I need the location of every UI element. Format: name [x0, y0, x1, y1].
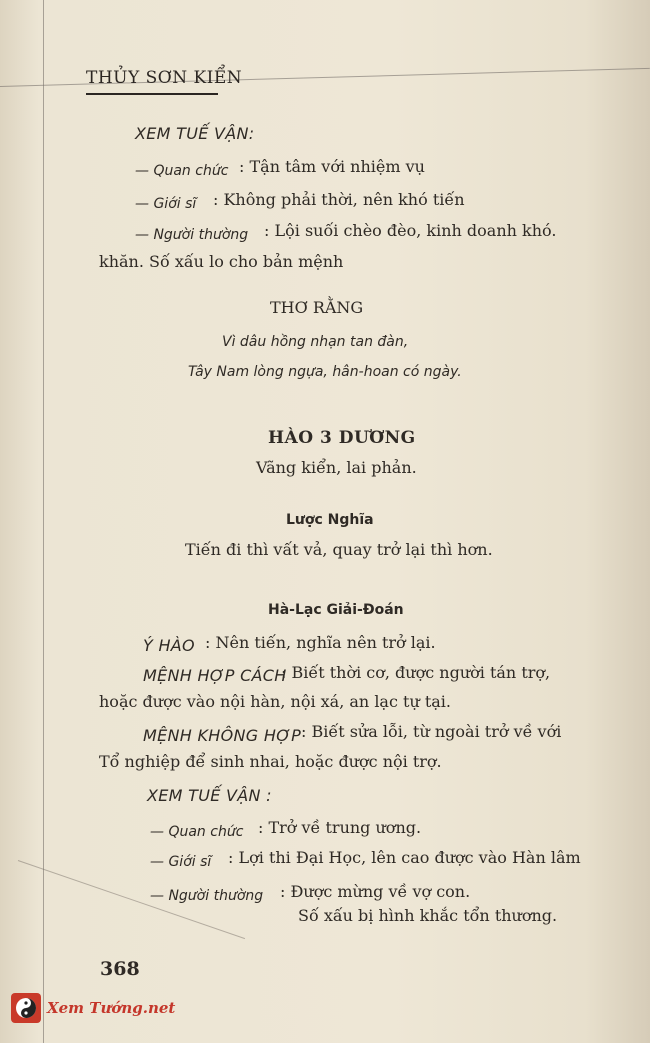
menh-hop-text: : Biết thời cơ, được người tán trợ, [281, 663, 551, 682]
sec1-quan-label: — Quan chức [135, 163, 229, 179]
luoc-title: Lược Nghĩa [286, 512, 374, 528]
hao3-text: Vãng kiển, lai phản. [256, 458, 417, 477]
luoc-text: Tiến đi thì vất vả, quay trở lại thì hơn. [185, 540, 493, 559]
sec2-nguoi-cont: Số xấu bị hình khắc tổn thương. [298, 906, 558, 925]
sec2-gioi-text: : Lợi thi Đại Học, lên cao được vào Hàn lâm [228, 848, 581, 867]
margin-line [43, 0, 44, 1043]
y-hao-label: Ý HÀO [143, 636, 195, 655]
sec2-quan-text: : Trở về trung ương. [258, 818, 422, 837]
page-number: 368 [100, 958, 140, 980]
menh-khong-cont: Tổ nghiệp để sinh nhai, hoặc được nội trợ. [99, 752, 442, 771]
yin-yang-icon [11, 993, 41, 1023]
halac-title: Hà-Lạc Giải-Đoán [268, 602, 404, 618]
watermark-text: Xem Tướng.net [47, 999, 176, 1017]
sec1-nguoi-label: — Người thường [135, 227, 249, 243]
poem-title: THƠ RẰNG [270, 298, 364, 317]
sec1-nguoi-text: : Lội suối chèo đèo, kinh doanh khó. [264, 221, 557, 240]
sec2-title: XEM TUẾ VẬN : [147, 786, 272, 805]
sec1-gioi-text: : Không phải thời, nên khó tiến [213, 190, 465, 209]
menh-khong-text: : Biết sửa lỗi, từ ngoài trở về với [301, 722, 562, 741]
poem-line-2: Tây Nam lòng ngựa, hân-hoan có ngày. [188, 364, 462, 380]
menh-hop-cont: hoặc được vào nội hàn, nội xá, an lạc tự tại. [99, 692, 452, 711]
sec2-quan-label: — Quan chức [150, 824, 244, 840]
header-underline [86, 93, 218, 95]
sec1-gioi-label: — Giới sĩ [135, 196, 197, 212]
sec2-nguoi-text: : Được mừng về vợ con. [280, 882, 471, 901]
sec2-nguoi-label: — Người thường [150, 888, 264, 904]
hao3-title: HÀO 3 DƯƠNG [268, 428, 416, 448]
menh-khong-label: MỆNH KHÔNG HỢP [143, 726, 302, 745]
site-watermark [11, 993, 175, 1023]
menh-hop-label: MỆNH HỢP CÁCH [143, 666, 287, 685]
running-header: THỦY SƠN KIỂN [86, 68, 243, 88]
sec2-gioi-label: — Giới sĩ [150, 854, 212, 870]
y-hao-text: : Nên tiến, nghĩa nên trở lại. [205, 633, 436, 652]
sec1-quan-text: : Tận tâm với nhiệm vụ [239, 157, 425, 176]
sec1-nguoi-cont: khăn. Số xấu lo cho bản mệnh [99, 252, 344, 271]
poem-line-1: Vì dâu hồng nhạn tan đàn, [222, 334, 409, 350]
sec1-title: XEM TUẾ VẬN: [135, 124, 255, 143]
